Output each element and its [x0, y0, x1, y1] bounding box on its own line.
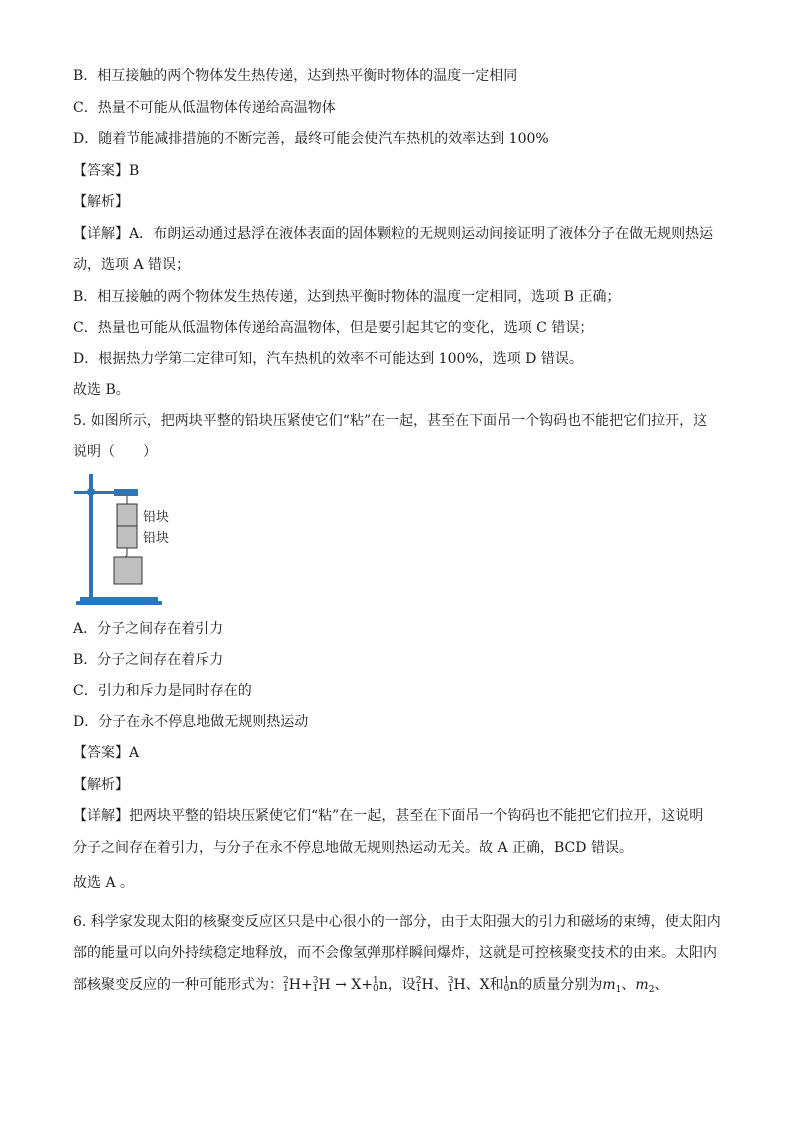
lead-block-lower: [117, 526, 137, 548]
isotope-h3: 3 1H: [312, 976, 331, 994]
analysis-heading-q5: 【解析】: [73, 777, 129, 793]
explanation-line: 分子之间存在着引力，与分子在永不停息地做无规则热运动无关。故 A 正确，BCD 错误。: [73, 840, 633, 856]
explanation-line: 【详解】A．布朗运动通过悬浮在液体表面的固体颗粒的无规则运动间接证明了液体分子在做无规则热运: [73, 226, 714, 242]
conclusion-q5: 故选 A 。: [73, 875, 135, 891]
option-a-q5: A．分子之间存在着引力: [73, 621, 224, 637]
question-6-formula-line: 部核聚变反应的一种可能形式为：2 1H+3 1H → X+1 0n，设2 1H、3 1H、X和1 0n的质量分别为$m_1$、$m_2$、: [73, 976, 669, 995]
explanation-line: C．热量也可能从低温物体传递给高温物体，但是要引起其它的变化，选项 C 错误；: [73, 320, 594, 336]
lead-block-figure: [70, 472, 180, 612]
clamp-knob: [87, 488, 95, 496]
conclusion-q4: 故选 B。: [73, 382, 130, 398]
clamp-holder: [114, 489, 138, 496]
option-d-q5: D．分子在永不停息地做无规则热运动: [73, 714, 309, 730]
question-6-stem: 部的能量可以向外持续稳定地释放，而不会像氢弹那样瞬间爆炸，这就是可控核聚变技术的由来。太阳内: [73, 945, 717, 961]
option-d-q4: D．随着节能减排措施的不断完善，最终可能会使汽车热机的效率达到 100%: [73, 131, 549, 147]
answer-q4: 【答案】B: [73, 163, 140, 179]
label-lead-block-upper: 铅块: [143, 510, 170, 525]
option-b-q4: B．相互接触的两个物体发生热传递，达到热平衡时物体的温度一定相同: [73, 68, 518, 84]
stand-base-foot: [76, 601, 162, 605]
explanation-line: 动，选项 A 错误；: [73, 257, 191, 273]
option-c-q5: C．引力和斥力是同时存在的: [73, 683, 252, 699]
analysis-heading-q4: 【解析】: [73, 194, 129, 210]
neutron: 1 0n: [372, 976, 388, 994]
isotope-h2: 2 1H: [283, 976, 301, 994]
label-lead-block-lower: 铅块: [143, 531, 170, 546]
explanation-line: B．相互接触的两个物体发生热传递，达到热平衡时物体的温度一定相同，选项 B 正确；: [73, 289, 621, 305]
question-5-stem: 说明（ ）: [73, 444, 157, 460]
hook-weight: [114, 557, 142, 584]
option-b-q5: B．分子之间存在着斥力: [73, 652, 224, 668]
explanation-line: 【详解】把两块平整的铅块压紧使它们“粘”在一起，甚至在下面吊一个钩码也不能把它们拉开，这说明: [73, 808, 704, 824]
question-5-stem: 5. 如图所示，把两块平整的铅块压紧使它们“粘”在一起，甚至在下面吊一个钩码也不能把它们拉开，这: [73, 413, 708, 429]
lead-block-upper: [117, 504, 137, 526]
answer-q5: 【答案】A: [73, 745, 140, 761]
explanation-line: D．根据热力学第二定律可知，汽车热机的效率不可能达到 100%，选项 D 错误。: [73, 351, 583, 367]
hook: [124, 548, 127, 557]
option-c-q4: C．热量不可能从低温物体传递给高温物体: [73, 100, 336, 116]
question-6-stem: 6. 科学家发现太阳的核聚变反应区只是中心很小的一部分，由于太阳强大的引力和磁场的束缚，使太阳内: [73, 914, 721, 930]
